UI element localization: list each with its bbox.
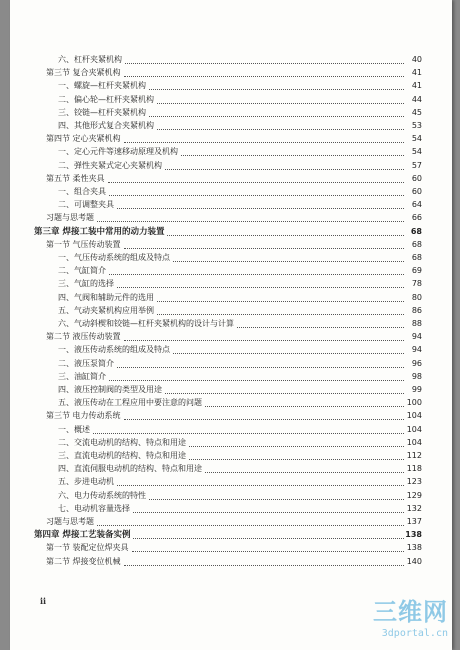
toc-entry-label: 第一节 装配定位焊夹具 — [46, 543, 129, 553]
toc-leader-dots — [132, 539, 404, 552]
toc-leader-dots — [205, 394, 404, 407]
toc-entry-page: 80 — [411, 292, 422, 302]
toc-entry-label: 二、弹性夹紧式定心夹紧机构 — [58, 160, 162, 170]
toc-entry-label: 习题与思考题 — [46, 517, 94, 526]
toc-entry-page: 112 — [406, 451, 422, 460]
toc-entry-page: 64 — [411, 200, 422, 210]
toc-entry-page: 104 — [406, 424, 422, 434]
toc-leader-dots — [181, 143, 404, 156]
toc-leader-dots — [157, 117, 404, 130]
toc-leader-dots — [167, 223, 404, 236]
toc-entry-label: 二、交流电动机的结构、特点和用途 — [58, 437, 186, 447]
toc-entry-page: 60 — [411, 173, 422, 183]
toc-entry-page: 138 — [405, 530, 422, 540]
toc-entry-page: 96 — [411, 358, 422, 368]
toc-leader-dots — [124, 553, 404, 566]
toc-leader-dots — [124, 64, 404, 77]
toc-entry-label: 第五节 柔性夹具 — [46, 173, 105, 183]
toc-leader-dots — [125, 51, 404, 64]
toc-entry-label: 三、气缸的选择 — [58, 279, 114, 289]
toc-leader-dots — [97, 513, 404, 526]
toc-entry-label: 二、偏心轮—杠杆夹紧机构 — [58, 94, 154, 104]
toc-entry-label: 第四节 定心夹紧机构 — [46, 134, 121, 144]
toc-leader-dots — [173, 249, 404, 262]
toc-entry-page: 44 — [411, 94, 422, 104]
toc-leader-dots — [124, 130, 404, 143]
toc-leader-dots — [189, 447, 404, 460]
toc-entry-page: 104 — [406, 411, 422, 421]
toc-entry-label: 一、螺旋—杠杆夹紧机构 — [58, 81, 146, 91]
toc-leader-dots — [109, 262, 404, 275]
document-page — [10, 0, 452, 650]
toc-entry-label: 习题与思考题 — [46, 213, 94, 223]
toc-entry-label: 六、气动斜楔和铰链—杠杆夹紧机构的设计与计算 — [58, 319, 234, 328]
toc-entry-page: 54 — [411, 134, 422, 144]
toc-entry-label: 第一节 气压传动装置 — [46, 239, 121, 249]
toc-leader-dots — [205, 460, 404, 473]
toc-leader-dots — [149, 487, 404, 500]
toc-entry-page: 100 — [406, 398, 422, 408]
toc-entry-label: 五、液压传动在工程应用中要注意的问题 — [58, 398, 202, 408]
toc-entry-page: 132 — [406, 503, 422, 513]
toc-entry-page: 123 — [406, 477, 422, 487]
toc-entry-page: 68 — [411, 239, 422, 249]
toc-entry-label: 一、概述 — [58, 424, 90, 434]
watermark-url: 3dportal.cn — [381, 628, 448, 639]
toc-entry-page: 94 — [411, 332, 422, 342]
toc-entry-page: 98 — [411, 371, 422, 381]
toc-leader-dots — [117, 473, 404, 486]
toc-entry-label: 四、其他形式复合夹紧机构 — [58, 121, 154, 130]
toc-entry-page: 86 — [411, 305, 422, 315]
watermark-brand: 三维网 — [373, 598, 448, 626]
toc-entry-label: 二、气缸简介 — [58, 266, 106, 276]
toc-leader-dots — [165, 157, 404, 170]
toc-entry-label: 四、直流伺服电动机的结构、特点和用途 — [58, 464, 202, 474]
toc-entry-label: 一、液压传动系统的组成及特点 — [58, 345, 170, 355]
toc-entry-label: 二、可调整夹具 — [58, 200, 114, 210]
toc-leader-dots — [109, 368, 404, 381]
toc-leader-dots — [157, 289, 404, 302]
page-number: ii — [40, 596, 47, 606]
toc-leader-dots — [124, 236, 404, 249]
toc-entry-page: 41 — [411, 81, 422, 91]
toc-leader-dots — [237, 315, 404, 328]
toc-entry-label: 三、油缸简介 — [58, 371, 106, 381]
toc-leader-dots — [149, 77, 404, 90]
toc-entry-page: 99 — [411, 385, 422, 394]
toc-entry-page: 68 — [411, 253, 422, 262]
toc-entry-label: 第三章 焊接工装中常用的动力装置 — [34, 226, 165, 237]
toc-leader-dots — [117, 196, 404, 209]
toc-entry-label: 六、电力传动系统的特性 — [58, 490, 146, 500]
toc-leader-dots — [173, 341, 404, 354]
toc-leader-dots — [124, 328, 404, 341]
toc-entry-page: 53 — [411, 121, 422, 130]
toc-entry-label: 一、组合夹具 — [58, 187, 106, 196]
toc-leader-dots — [133, 500, 404, 513]
toc-entry-label: 五、步进电动机 — [58, 477, 114, 487]
toc-entry-page: 68 — [410, 226, 422, 236]
toc-entry-label: 三、铰链—杠杆夹紧机构 — [58, 107, 146, 117]
toc-leader-dots — [117, 355, 404, 368]
toc-entry-label: 七、电动机容量选择 — [58, 503, 130, 513]
toc-entry — [10, 556, 452, 568]
toc-entry-label: 四、液压控制阀的类型及用途 — [58, 385, 162, 394]
toc-entry-page: 40 — [411, 55, 422, 64]
toc-entry-page: 140 — [406, 556, 422, 566]
toc-leader-dots — [165, 381, 404, 394]
toc-leader-dots — [109, 183, 404, 196]
toc-entry-label: 五、气动夹紧机构应用举例 — [58, 305, 154, 315]
toc-leader-dots — [157, 91, 404, 104]
toc-entry-label: 第三节 复合夹紧机构 — [46, 68, 121, 78]
toc-entry-page: 129 — [406, 490, 422, 500]
toc-leader-dots — [133, 526, 404, 539]
toc-entry-label: 第二节 焊接变位机械 — [46, 556, 121, 566]
toc-entry-label: 一、气压传动系统的组成及特点 — [58, 253, 170, 262]
toc-entry-page: 104 — [406, 437, 422, 447]
toc-entry-label: 三、直流电动机的结构、特点和用途 — [58, 451, 186, 460]
toc-entry-page: 118 — [406, 464, 422, 474]
toc-entry-page: 88 — [411, 319, 422, 328]
toc-leader-dots — [117, 275, 404, 288]
watermark-logo — [338, 598, 448, 642]
toc-entry-page: 45 — [411, 107, 422, 117]
toc-entry-label: 第三节 电力传动系统 — [46, 411, 121, 421]
toc-entry-page: 57 — [411, 160, 422, 170]
toc-entry-page: 69 — [411, 266, 422, 276]
toc-entry-page: 60 — [411, 187, 422, 196]
toc-entry-page: 94 — [411, 345, 422, 355]
toc-leader-dots — [189, 434, 404, 447]
toc-entry-label: 第二节 液压传动装置 — [46, 332, 121, 342]
toc-entry-page: 78 — [411, 279, 422, 289]
toc-entry-page: 138 — [406, 543, 422, 553]
toc-entry-label: 六、杠杆夹紧机构 — [58, 55, 122, 64]
toc-entry-page: 41 — [411, 68, 422, 78]
toc-entry-label: 二、液压泵简介 — [58, 358, 114, 368]
toc-leader-dots — [93, 421, 404, 434]
toc-entry-page: 54 — [411, 147, 422, 157]
toc-entry-label: 四、气阀和辅助元件的选用 — [58, 292, 154, 302]
toc-leader-dots — [97, 209, 404, 222]
toc-leader-dots — [157, 302, 404, 315]
toc-leader-dots — [124, 407, 404, 420]
toc-entry-page: 137 — [406, 517, 422, 526]
toc-leader-dots — [149, 104, 404, 117]
toc-leader-dots — [108, 170, 404, 183]
toc-entry-label: 第四章 焊接工艺装备实例 — [34, 530, 131, 541]
toc-entry-label: 一、定心元件等速移动原理及机构 — [58, 147, 178, 157]
toc-entry-page: 66 — [411, 213, 422, 223]
